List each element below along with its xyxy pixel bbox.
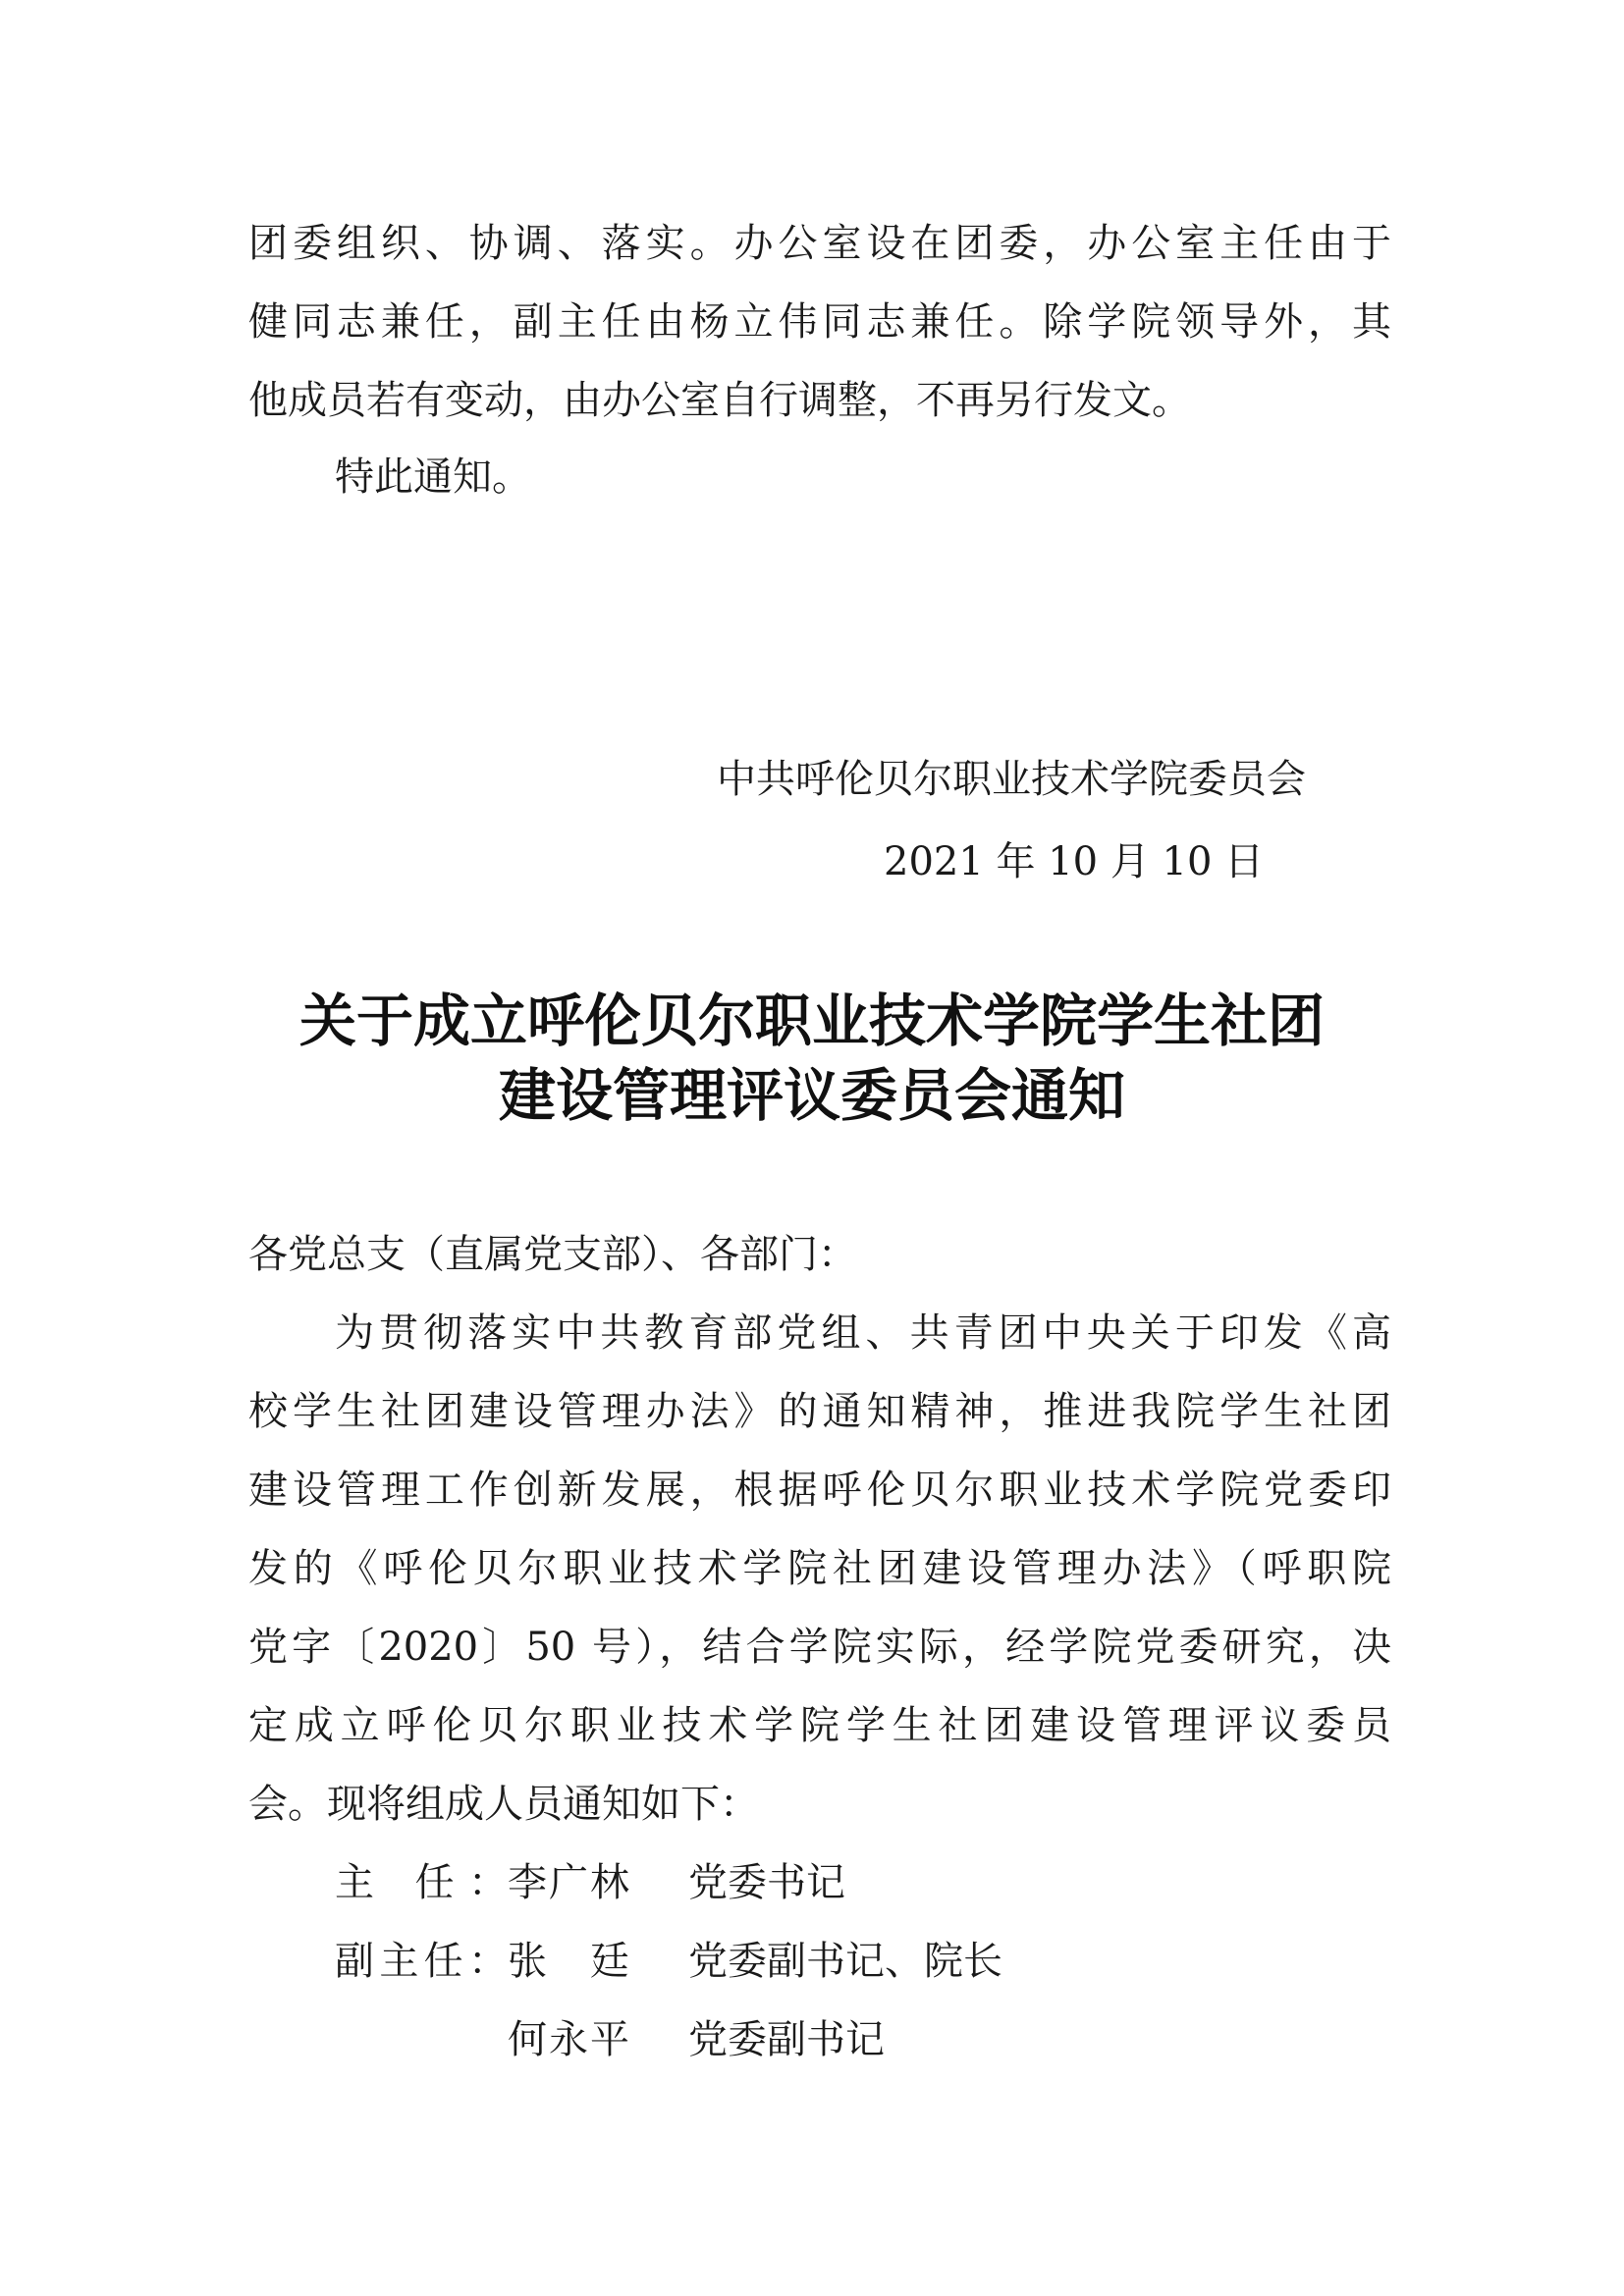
notice-body-line-5: 党字〔2020〕50 号），结合学院实际，经学院党委研究，决 bbox=[248, 1625, 1391, 1670]
member-title: 党委副书记、院长 bbox=[688, 1939, 1002, 1984]
continued-paragraph-line-1: 团委组织、协调、落实。办公室设在团委，办公室主任由于 bbox=[248, 221, 1391, 266]
notice-body-line-3: 建设管理工作创新发展，根据呼伦贝尔职业技术学院党委印 bbox=[248, 1468, 1391, 1513]
closing-text: 特此通知。 bbox=[335, 454, 531, 500]
member-name: 何永平 bbox=[508, 2017, 629, 2062]
member-name: 李广林 bbox=[508, 1860, 629, 1905]
member-row bbox=[335, 2016, 1120, 2063]
signature-organization: 中共呼伦贝尔职业技术学院委员会 bbox=[717, 757, 1306, 802]
notice-body-line-2: 校学生社团建设管理办法》的通知精神，推进我院学生社团 bbox=[248, 1389, 1391, 1434]
member-role: 副主任： bbox=[335, 1939, 508, 1984]
notice-title-line-2: 建设管理评议委员会通知 bbox=[498, 1062, 1125, 1129]
continued-paragraph-line-2: 健同志兼任，副主任由杨立伟同志兼任。除学院领导外，其 bbox=[248, 299, 1391, 345]
member-name: 张 廷 bbox=[508, 1939, 629, 1984]
continued-paragraph-line-3: 他成员若有变动，由办公室自行调整，不再另行发文。 bbox=[248, 378, 1191, 423]
member-row bbox=[335, 1938, 1120, 1985]
signature-date: 2021 年 10 月 10 日 bbox=[884, 839, 1265, 884]
notice-body-line-4: 发的《呼伦贝尔职业技术学院社团建设管理办法》（呼职院 bbox=[248, 1546, 1391, 1591]
member-role: 主 任： bbox=[335, 1860, 508, 1905]
notice-title-line-1: 关于成立呼伦贝尔职业技术学院学生社团 bbox=[298, 988, 1325, 1054]
member-title: 党委书记 bbox=[688, 1860, 845, 1905]
notice-body-line-7: 会。现将组成人员通知如下： bbox=[248, 1782, 759, 1827]
member-row bbox=[335, 1859, 1120, 1906]
notice-body-line-1: 为贯彻落实中共教育部党组、共青团中央关于印发《高 bbox=[335, 1310, 1391, 1356]
member-title: 党委副书记 bbox=[688, 2017, 885, 2062]
notice-body-line-6: 定成立呼伦贝尔职业技术学院学生社团建设管理评议委员 bbox=[248, 1703, 1391, 1748]
notice-salutation: 各党总支（直属党支部）、各部门： bbox=[248, 1232, 857, 1277]
